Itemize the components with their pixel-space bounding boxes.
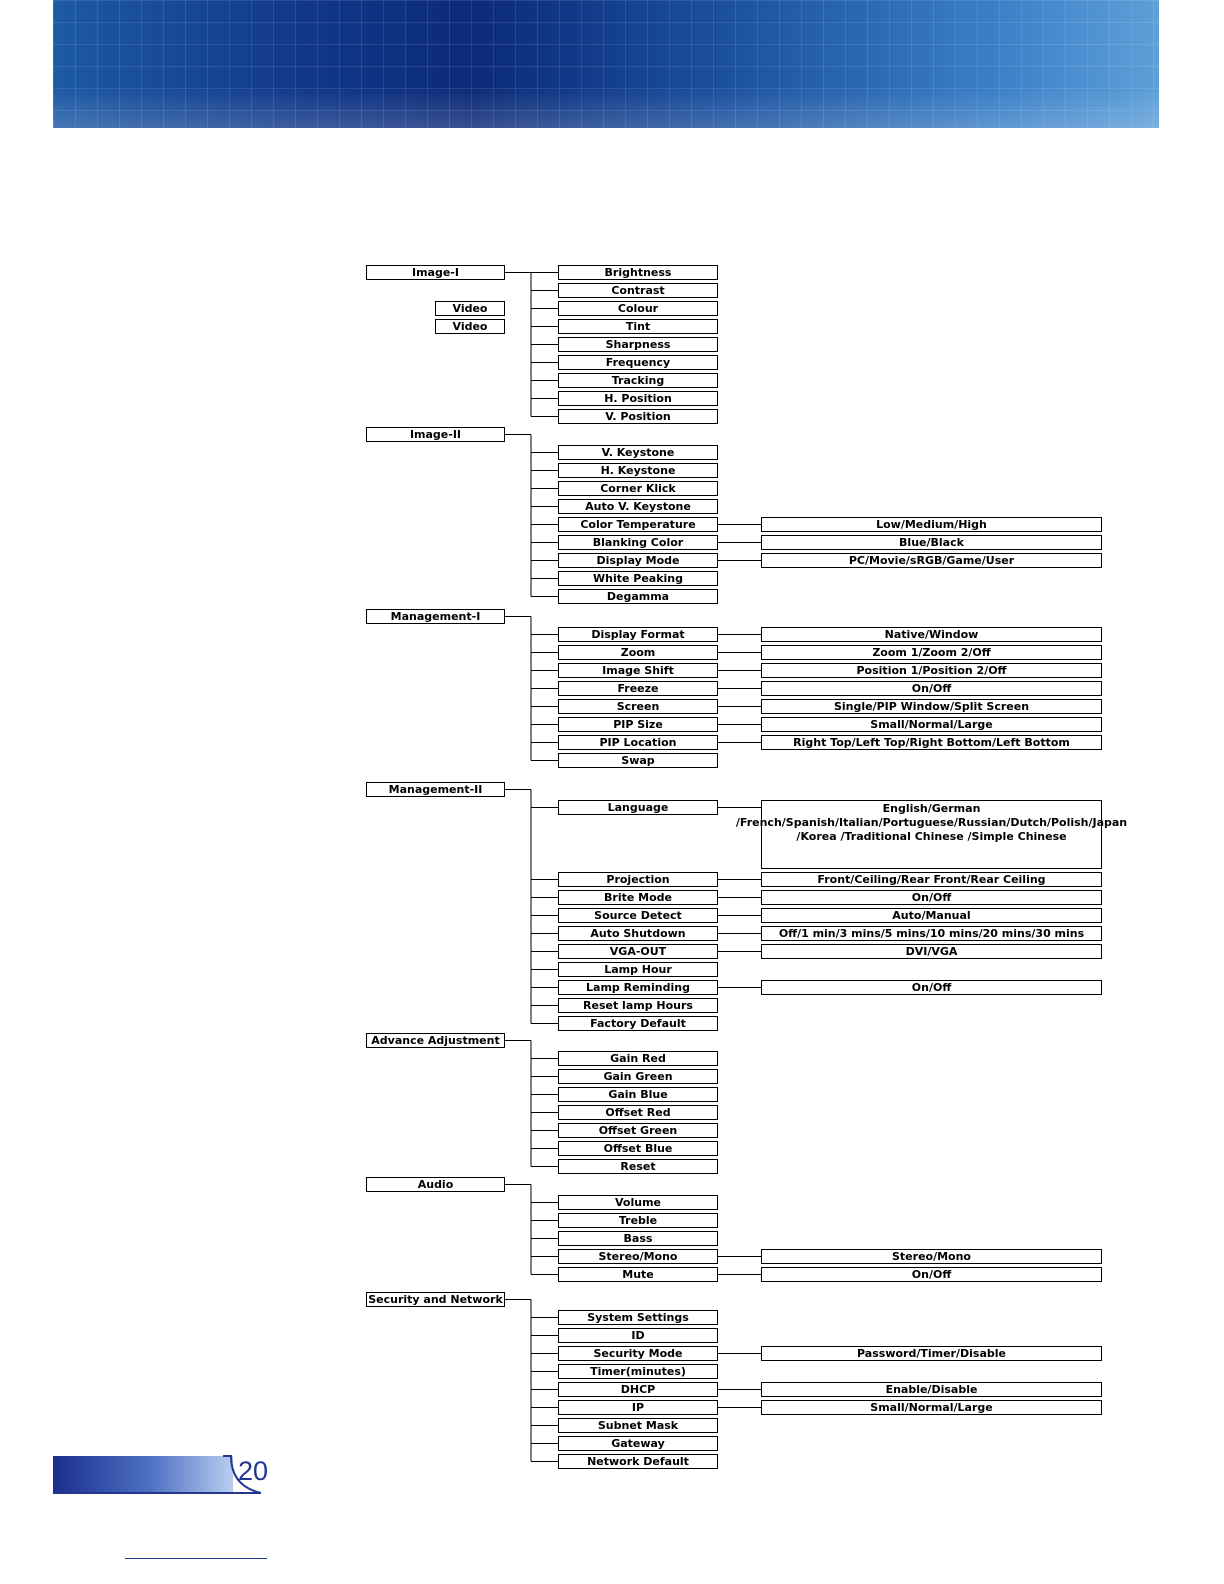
- option-language: English/German /French/Spanish/Italian/Portuguese/Russian/Dutch/Polish/Japan /Korea /Traditional Chinese /Simple Chinese: [761, 800, 1102, 869]
- menu-management-i: Management-I: [366, 609, 505, 624]
- option-brite-mode: On/Off: [761, 890, 1102, 905]
- submenu-source-detect: Source Detect: [558, 908, 718, 923]
- submenu-color-temperature: Color Temperature: [558, 517, 718, 532]
- submenu-auto-v-keystone: Auto V. Keystone: [558, 499, 718, 514]
- option-screen: Single/PIP Window/Split Screen: [761, 699, 1102, 714]
- menu-management-ii: Management-II: [366, 782, 505, 797]
- submenu-brightness: Brightness: [558, 265, 718, 280]
- option-pip-size: Small/Normal/Large: [761, 717, 1102, 732]
- submenu-gain-blue: Gain Blue: [558, 1087, 718, 1102]
- submenu-reset: Reset: [558, 1159, 718, 1174]
- page-tab-curve: [53, 1456, 262, 1494]
- submenu-frequency: Frequency: [558, 355, 718, 370]
- option-source-detect: Auto/Manual: [761, 908, 1102, 923]
- submenu-tint: Tint: [558, 319, 718, 334]
- option-dhcp: Enable/Disable: [761, 1382, 1102, 1397]
- menu-security-and-network: Security and Network: [366, 1292, 505, 1307]
- submenu-tracking: Tracking: [558, 373, 718, 388]
- submenu-pip-location: PIP Location: [558, 735, 718, 750]
- submenu-ip: IP: [558, 1400, 718, 1415]
- menu-advance-adjustment: Advance Adjustment: [366, 1033, 505, 1048]
- submenu-gateway: Gateway: [558, 1436, 718, 1451]
- submenu-display-mode: Display Mode: [558, 553, 718, 568]
- menu-note-video: Video: [435, 319, 505, 334]
- submenu-system-settings: System Settings: [558, 1310, 718, 1325]
- submenu-swap: Swap: [558, 753, 718, 768]
- option-security-mode: Password/Timer/Disable: [761, 1346, 1102, 1361]
- page-number: 20: [238, 1456, 269, 1486]
- option-image-shift: Position 1/Position 2/Off: [761, 663, 1102, 678]
- submenu-offset-green: Offset Green: [558, 1123, 718, 1138]
- option-mute: On/Off: [761, 1267, 1102, 1282]
- submenu-volume: Volume: [558, 1195, 718, 1210]
- submenu-brite-mode: Brite Mode: [558, 890, 718, 905]
- menu-image-ii: Image-II: [366, 427, 505, 442]
- option-freeze: On/Off: [761, 681, 1102, 696]
- submenu-subnet-mask: Subnet Mask: [558, 1418, 718, 1433]
- submenu-image-shift: Image Shift: [558, 663, 718, 678]
- submenu-projection: Projection: [558, 872, 718, 887]
- footer-rule: [125, 1558, 267, 1559]
- submenu-white-peaking: White Peaking: [558, 571, 718, 586]
- submenu-dhcp: DHCP: [558, 1382, 718, 1397]
- submenu-network-default: Network Default: [558, 1454, 718, 1469]
- submenu-gain-green: Gain Green: [558, 1069, 718, 1084]
- submenu-blanking-color: Blanking Color: [558, 535, 718, 550]
- option-pip-location: Right Top/Left Top/Right Bottom/Left Bottom: [761, 735, 1102, 750]
- option-projection: Front/Ceiling/Rear Front/Rear Ceiling: [761, 872, 1102, 887]
- option-vga-out: DVI/VGA: [761, 944, 1102, 959]
- submenu-contrast: Contrast: [558, 283, 718, 298]
- option-zoom: Zoom 1/Zoom 2/Off: [761, 645, 1102, 660]
- option-display-format: Native/Window: [761, 627, 1102, 642]
- submenu-treble: Treble: [558, 1213, 718, 1228]
- submenu-id: ID: [558, 1328, 718, 1343]
- submenu-screen: Screen: [558, 699, 718, 714]
- submenu-lamp-reminding: Lamp Reminding: [558, 980, 718, 995]
- submenu-security-mode: Security Mode: [558, 1346, 718, 1361]
- submenu-sharpness: Sharpness: [558, 337, 718, 352]
- option-stereo-mono: Stereo/Mono: [761, 1249, 1102, 1264]
- submenu-pip-size: PIP Size: [558, 717, 718, 732]
- menu-image-i: Image-I: [366, 265, 505, 280]
- submenu-auto-shutdown: Auto Shutdown: [558, 926, 718, 941]
- option-blanking-color: Blue/Black: [761, 535, 1102, 550]
- submenu-degamma: Degamma: [558, 589, 718, 604]
- submenu-stereo-mono: Stereo/Mono: [558, 1249, 718, 1264]
- submenu-colour: Colour: [558, 301, 718, 316]
- submenu-offset-blue: Offset Blue: [558, 1141, 718, 1156]
- submenu-v-keystone: V. Keystone: [558, 445, 718, 460]
- submenu-h-position: H. Position: [558, 391, 718, 406]
- submenu-v-position: V. Position: [558, 409, 718, 424]
- option-auto-shutdown: Off/1 min/3 mins/5 mins/10 mins/20 mins/30 mins: [761, 926, 1102, 941]
- option-color-temperature: Low/Medium/High: [761, 517, 1102, 532]
- submenu-corner-klick: Corner Klick: [558, 481, 718, 496]
- submenu-lamp-hour: Lamp Hour: [558, 962, 718, 977]
- option-lamp-reminding: On/Off: [761, 980, 1102, 995]
- submenu-bass: Bass: [558, 1231, 718, 1246]
- submenu-timer-minutes: Timer(minutes): [558, 1364, 718, 1379]
- option-display-mode: PC/Movie/sRGB/Game/User: [761, 553, 1102, 568]
- submenu-mute: Mute: [558, 1267, 718, 1282]
- submenu-gain-red: Gain Red: [558, 1051, 718, 1066]
- submenu-offset-red: Offset Red: [558, 1105, 718, 1120]
- submenu-vga-out: VGA-OUT: [558, 944, 718, 959]
- option-ip: Small/Normal/Large: [761, 1400, 1102, 1415]
- submenu-zoom: Zoom: [558, 645, 718, 660]
- submenu-freeze: Freeze: [558, 681, 718, 696]
- submenu-h-keystone: H. Keystone: [558, 463, 718, 478]
- menu-note-video: Video: [435, 301, 505, 316]
- submenu-language: Language: [558, 800, 718, 815]
- page-tab: [53, 1456, 269, 1494]
- submenu-reset-lamp-hours: Reset lamp Hours: [558, 998, 718, 1013]
- submenu-display-format: Display Format: [558, 627, 718, 642]
- menu-audio: Audio: [366, 1177, 505, 1192]
- submenu-factory-default: Factory Default: [558, 1016, 718, 1031]
